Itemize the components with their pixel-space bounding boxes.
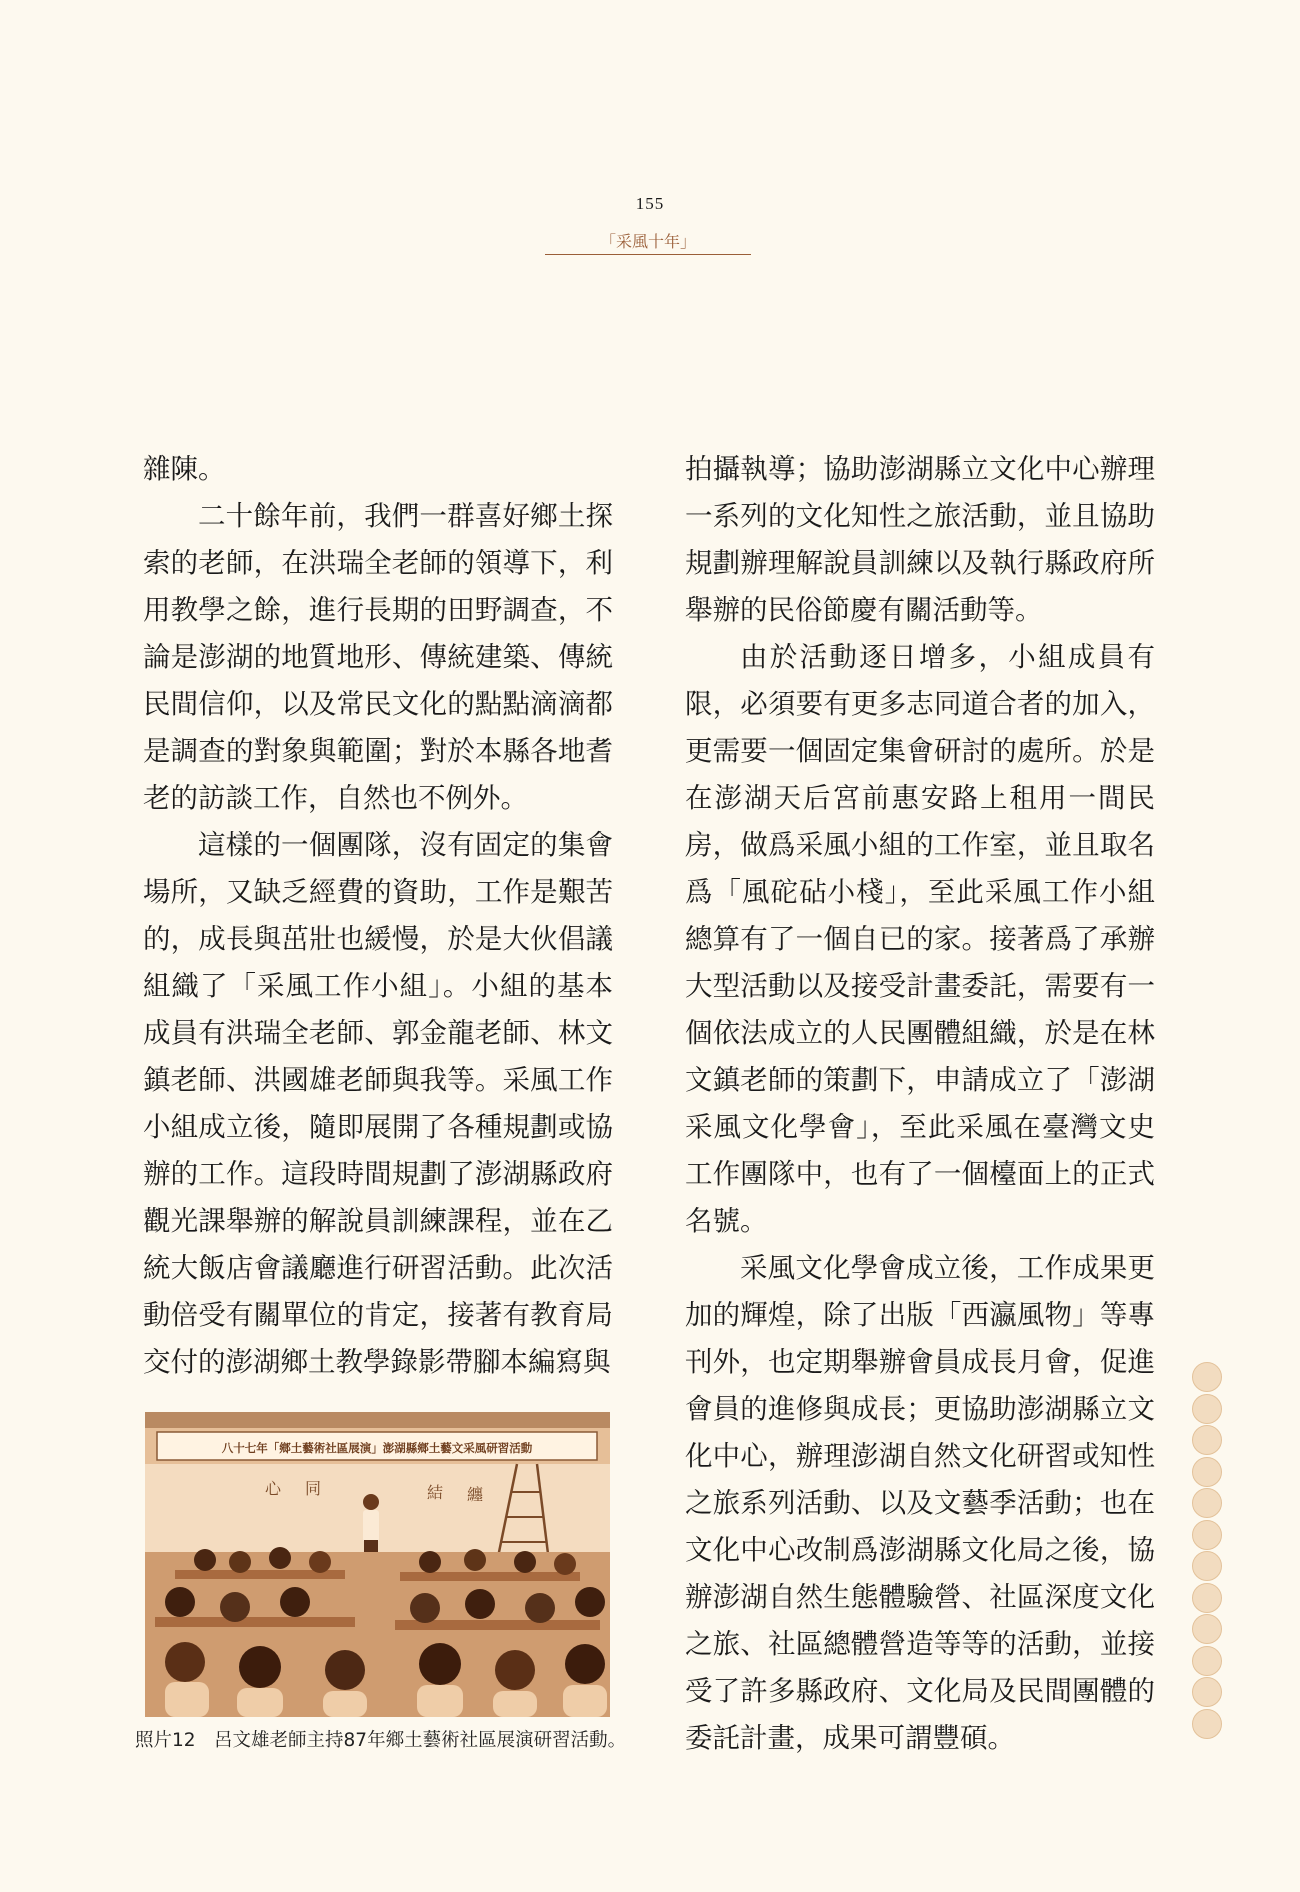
header-rule — [545, 254, 751, 255]
presenter — [363, 1494, 379, 1562]
paragraph: 由於活動逐日增多，小組成員有限，必須要有更多志同道合者的加入，更需要一個固定集會研討的處所。於是在澎湖天后宮前惠安路上租用一間民房，做爲采風小組的工作室，並且取名爲「風砣砧小棧」，至此采風工作小組總算有了一個自已的家。接著爲了承辦大型活動以及接受計畫委託，需要有一個依法成立的人民團體組織，於是在林文鎮老師的策劃下，申請成立了「澎湖采風文化學會」，至此采風在臺灣文史工作團隊中，也有了一個檯面上的正式名號。 — [685, 641, 1155, 1237]
side-ornament — [1188, 1362, 1226, 1754]
paragraph: 二十餘年前，我們一群喜好鄉土探索的老師，在洪瑞全老師的領導下，利用教學之餘，進行長期的田野調查，不論是澎湖的地質地形、傳統建築、傳統民間信仰，以及常民文化的點點滴滴都是調查的對象與範圍；對於本縣各地耆老的訪談工作，自然也不例外。 — [143, 500, 613, 814]
page-number: 155 — [635, 194, 665, 213]
photo-caption: 照片12 呂文雄老師主持87年鄉土藝術社區展演研習活動。 — [135, 1730, 627, 1751]
paragraph: 雜陳。 — [143, 453, 226, 485]
photo-illustration — [145, 1412, 610, 1717]
wall-char: 纏 — [467, 1485, 484, 1504]
wall-char: 結 — [427, 1483, 444, 1502]
paragraph: 采風文化學會成立後，工作成果更加的輝煌，除了出版「西瀛風物」等專刊外，也定期舉辦會員成長月會，促進會員的進修與成長；更協助澎湖縣立文化中心，辦理澎湖自然文化研習或知性之旅系列活動、以及文藝季活動；也在文化中心改制爲澎湖縣文化局之後，協辦澎湖自然生態體驗營、社區深度文化之旅、社區總體營造等等的活動，並接受了許多縣政府、文化局及民間團體的委託計畫，成果可謂豐碩。 — [685, 1252, 1155, 1754]
event-photo — [145, 1412, 610, 1717]
running-header: 「采風十年」 — [599, 232, 696, 251]
wall-char: 同 — [305, 1479, 322, 1498]
paragraph: 拍攝執導；協助澎湖縣立文化中心辦理一系列的文化知性之旅活動，並且協助規劃辦理解說員訓練以及執行縣政府所舉辦的民俗節慶有關活動等。 — [685, 453, 1155, 626]
right-column — [685, 446, 1155, 1762]
paragraph: 這樣的一個團隊，沒有固定的集會場所，又缺乏經費的資助，工作是艱苦的，成長與茁壯也緩慢，於是大伙倡議組織了「采風工作小組」。小組的基本成員有洪瑞全老師、郭金龍老師、林文鎮老師、洪國雄老師與我等。采風工作小組成立後，隨即展開了各種規劃或協辦的工作。這段時間規劃了澎湖縣政府觀光課舉辦的解說員訓練課程，並在乙統大飯店會議廳進行研習活動。此次活動倍受有關單位的肯定，接著有教育局交付的澎湖鄉土教學錄影帶腳本編寫與 — [143, 829, 613, 1378]
banner-text: 八十七年「鄉土藝術社區展演」澎湖縣鄉土藝文采風研習活動 — [221, 1441, 533, 1455]
wall-char: 心 — [265, 1479, 282, 1498]
ceiling — [145, 1412, 610, 1428]
left-column — [143, 446, 613, 1386]
